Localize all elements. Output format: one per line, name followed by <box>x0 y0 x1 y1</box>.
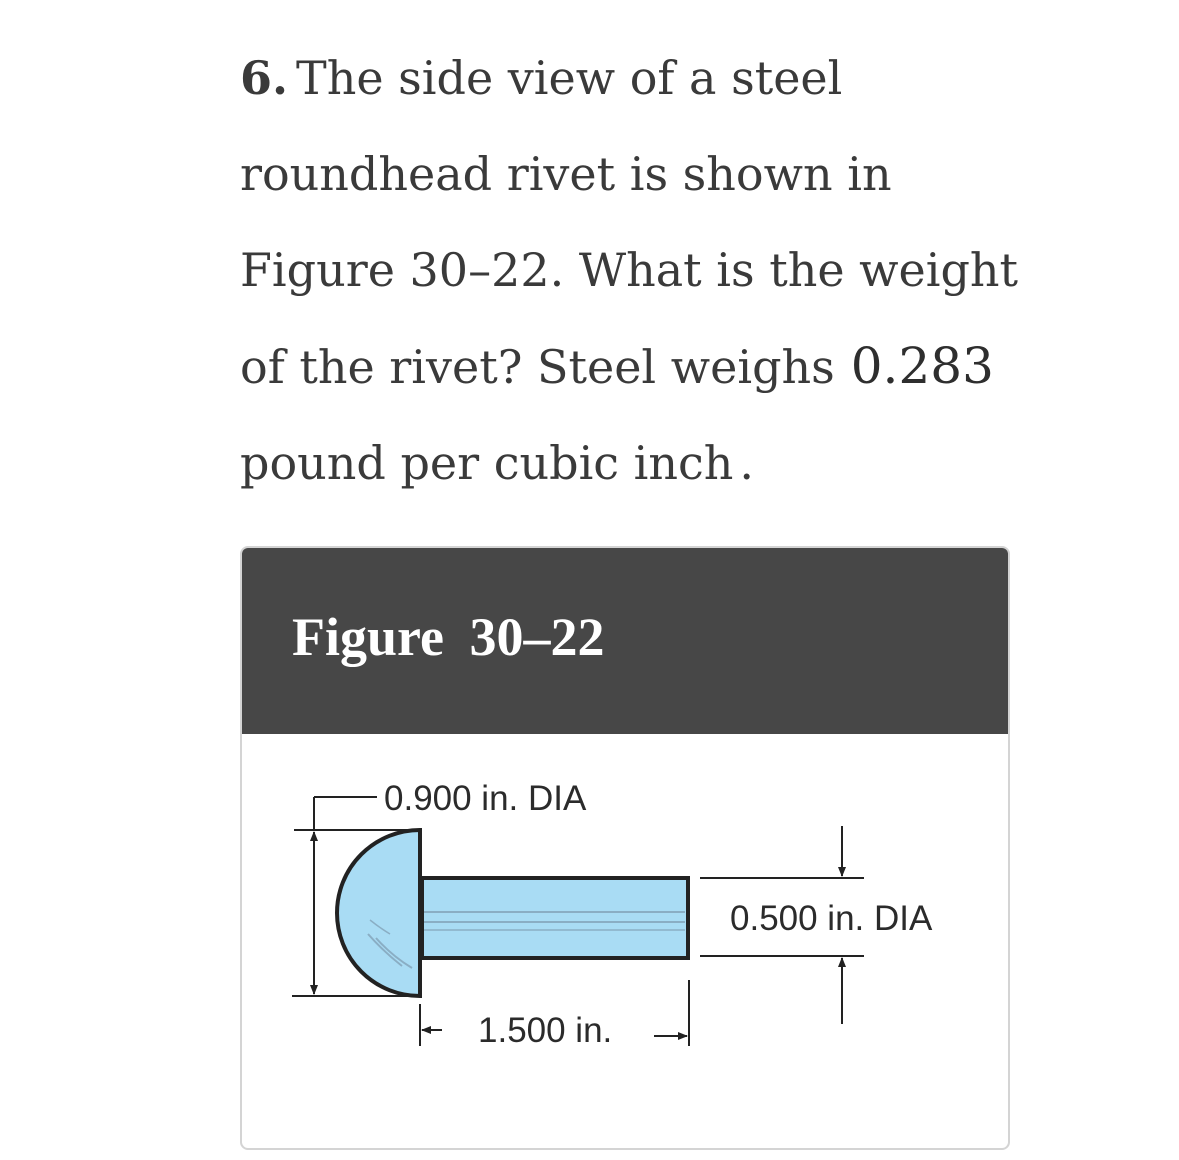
unit-text: pound per cubic inch <box>240 436 734 490</box>
question-period: . <box>739 436 755 490</box>
question-line-3: Figure 30–22. What is the weight <box>240 243 1019 297</box>
rivet-head <box>337 830 420 996</box>
shank-diameter-dimension <box>700 826 933 1024</box>
shank-diameter-label: 0.500 in. DIA <box>730 899 933 938</box>
shank-length-label: 1.500 in. <box>478 1011 613 1050</box>
question-number: 6. <box>240 51 289 105</box>
rivet-shape <box>337 830 688 996</box>
question-line-2: roundhead rivet is shown in <box>240 147 892 201</box>
figure-card <box>240 546 1010 1150</box>
figure-title: Figure 30–22 <box>292 607 605 667</box>
question-line-5 <box>240 415 1020 511</box>
question-line-4-text: of the rivet? Steel weighs <box>240 340 835 394</box>
steel-weight-value: 0.283 <box>850 337 994 395</box>
rivet-diagram <box>242 734 1008 1148</box>
figure-header <box>242 548 1008 734</box>
shank-length-dimension <box>420 980 689 1050</box>
rivet-shank <box>422 878 688 958</box>
question-line-4 <box>240 318 1020 415</box>
question-text <box>240 30 1020 511</box>
question-line-1-text: The side view of a steel <box>296 51 843 105</box>
question-line-1 <box>240 30 1020 126</box>
head-diameter-label: 0.900 in. DIA <box>384 779 587 818</box>
